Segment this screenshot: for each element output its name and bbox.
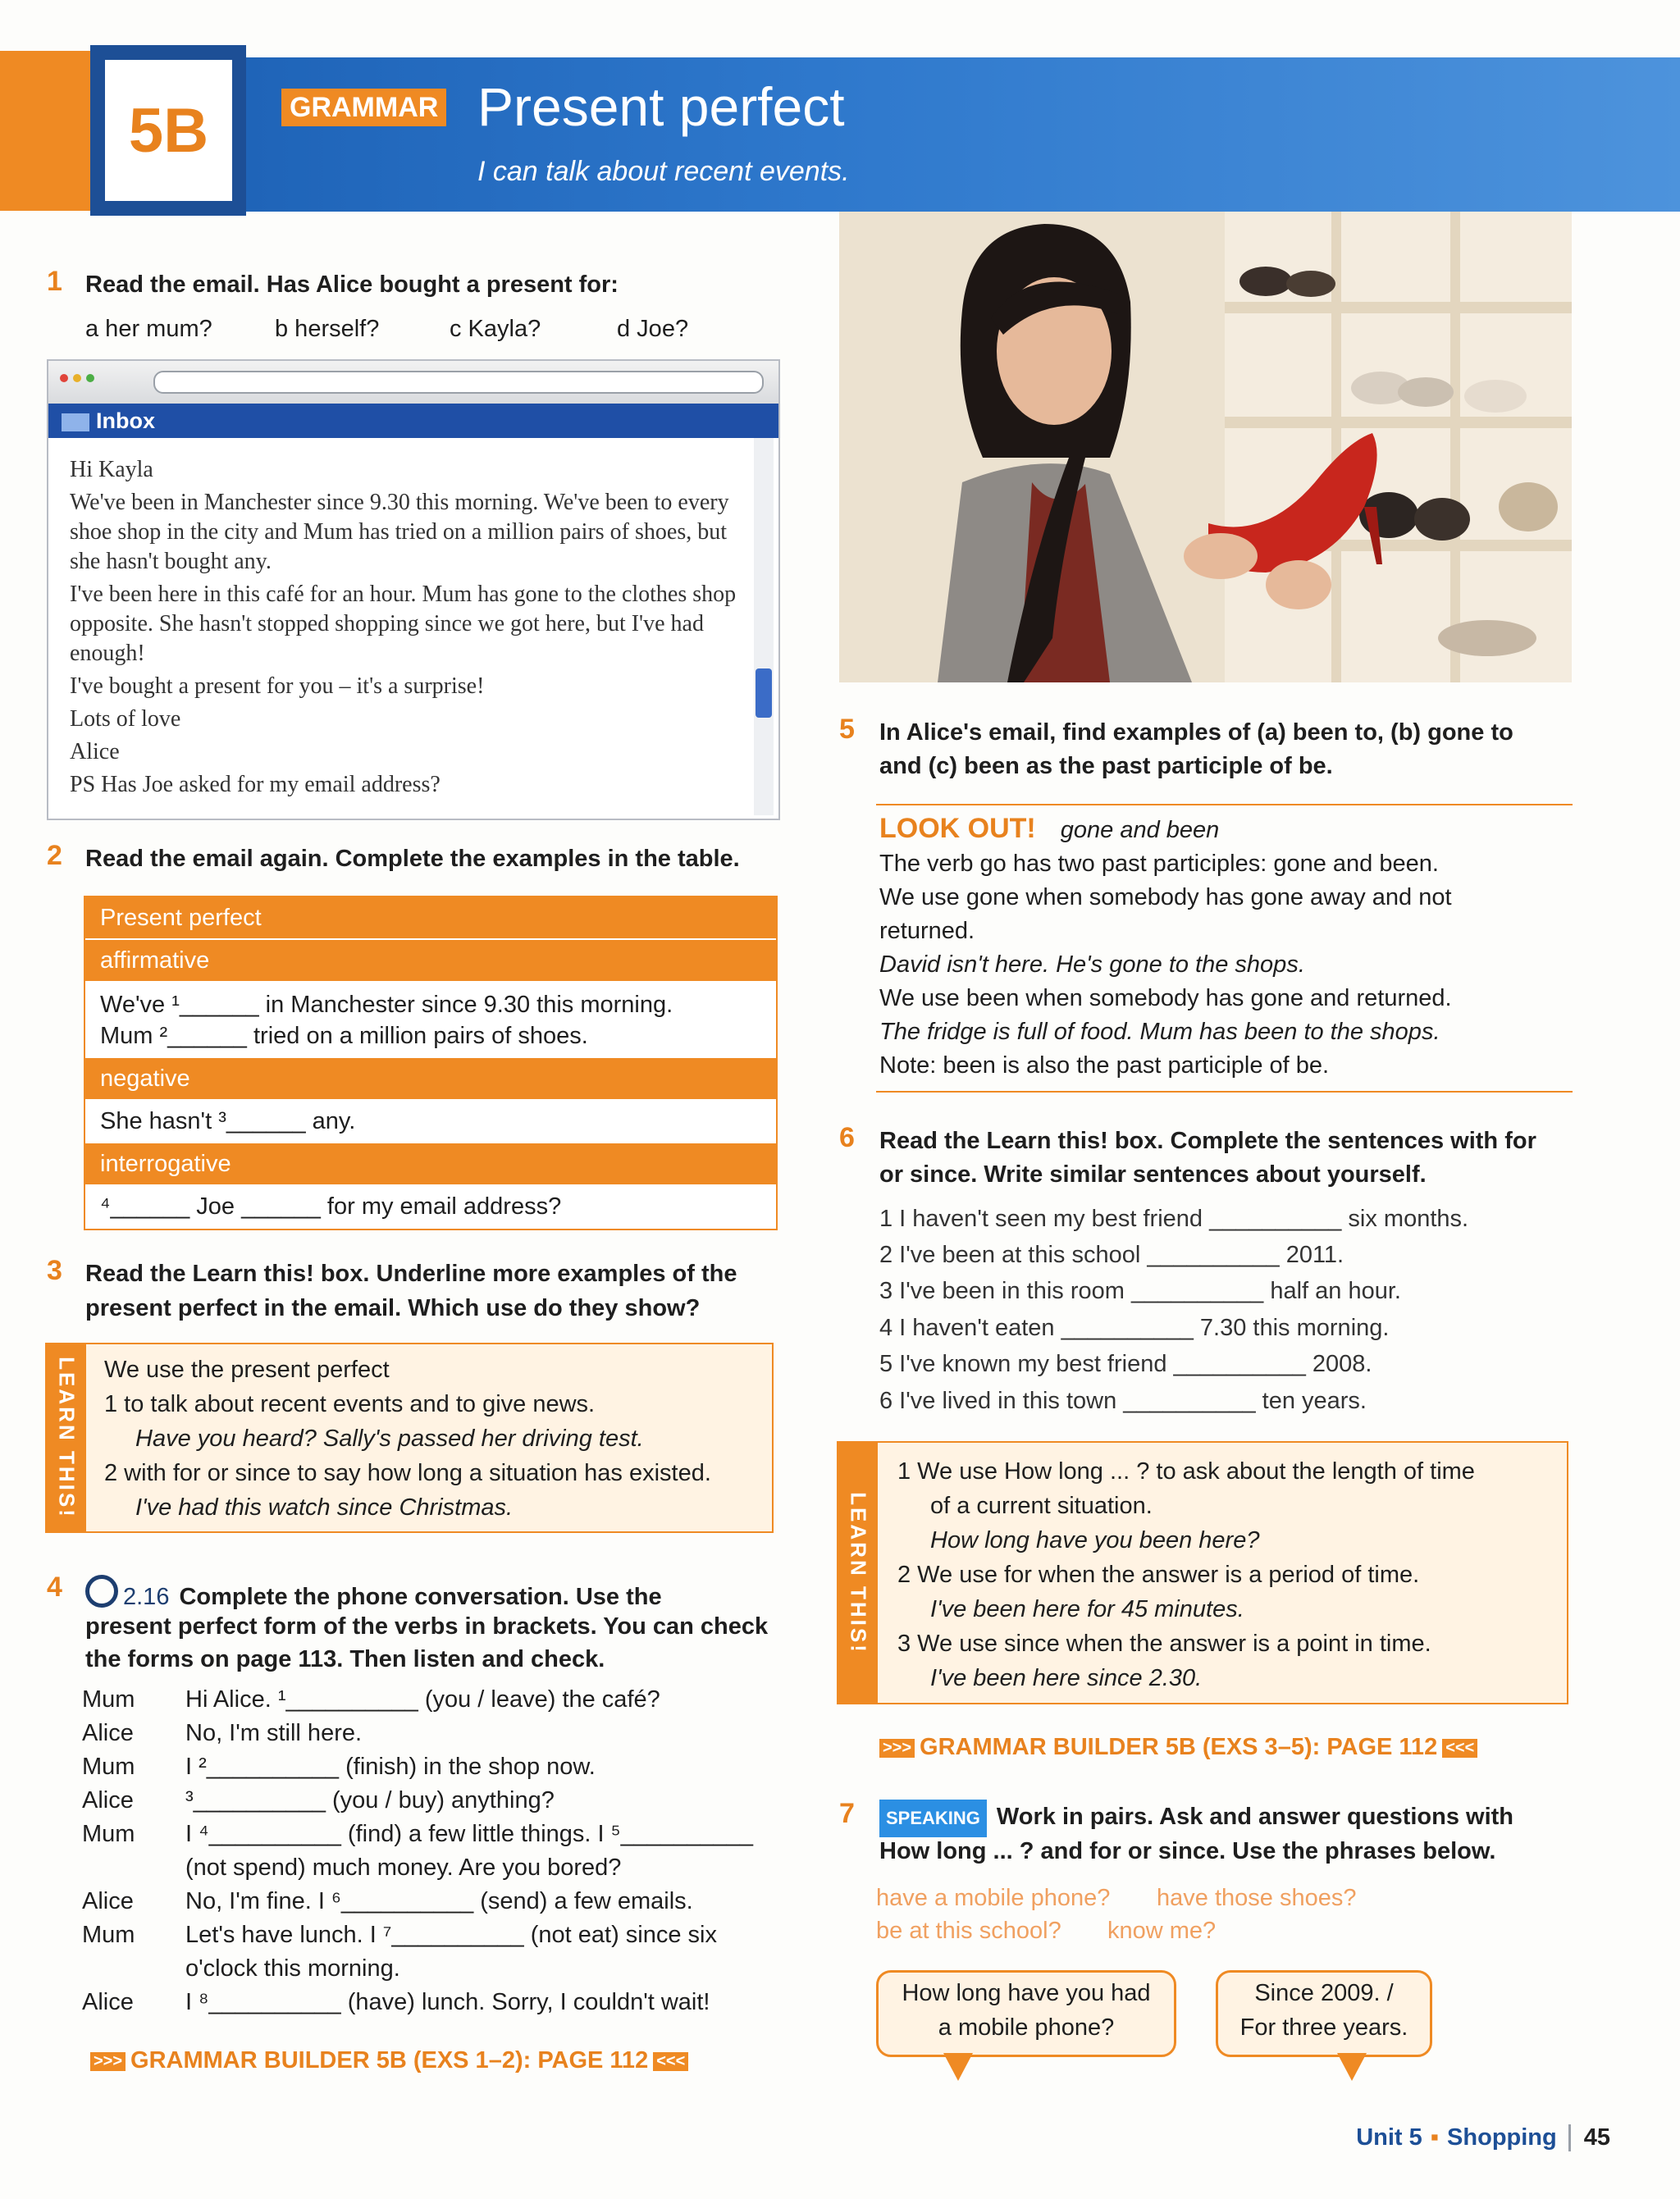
learn2-example-1: How long have you been here? (930, 1527, 1260, 1553)
minimize-dot-icon[interactable] (73, 374, 81, 382)
ex1-option-a: a her mum? (85, 316, 212, 342)
speaking-tag: SPEAKING (879, 1800, 987, 1837)
window-chrome (48, 361, 778, 404)
learn2-item-1: 1 We use How long ... ? to ask about the length of time (897, 1458, 1475, 1485)
ex6-item: 2 I've been at this school __________ 2011. (879, 1242, 1344, 1268)
learn1-example-2: I've had this watch since Christmas. (135, 1494, 514, 1521)
speech-bubble-question (876, 1970, 1176, 2057)
conv-line: No, I'm fine. I ⁶__________ (send) a few emails. (185, 1888, 693, 1914)
footer-unit: Unit 5 (1356, 2124, 1422, 2151)
ex6-item: 6 I've lived in this town __________ ten years. (879, 1388, 1367, 1414)
look-out-line: We use gone when somebody has gone away and not (879, 884, 1452, 910)
learn-this-tab-1: LEARN THIS! (47, 1344, 86, 1531)
ex5-line-2: and (c) been as the past participle of be. (879, 753, 1333, 779)
conv-speaker: Alice (82, 1720, 134, 1746)
inbox-label: Inbox (96, 408, 155, 433)
ex6-item: 3 I've been in this room __________ half an hour. (879, 1278, 1401, 1304)
learn2-item-2: 2 We use for when the answer is a period of time. (897, 1562, 1420, 1588)
table-int-row: ⁴______ Joe ______ for my email address? (100, 1193, 562, 1220)
page-number: 45 (1568, 2124, 1610, 2151)
look-out-subtitle: gone and been (1060, 817, 1220, 843)
ex7-phrase: have those shoes? (1157, 1885, 1357, 1911)
ex6-line-1: Read the Learn this! box. Complete the sentences with for (879, 1128, 1536, 1154)
conv-line: o'clock this morning. (185, 1955, 400, 1982)
learn1-item-1: 1 to talk about recent events and to give news. (104, 1391, 596, 1417)
look-out-box (876, 804, 1573, 1093)
shopping-photo (839, 212, 1572, 682)
conv-speaker: Alice (82, 1989, 134, 2015)
ex1-number: 1 (47, 266, 62, 297)
email-scroll-thumb[interactable] (756, 668, 772, 718)
ex6-number: 6 (839, 1122, 855, 1153)
ex1-option-d: d Joe? (617, 316, 689, 342)
table-title: Present perfect (85, 897, 776, 940)
grammar-table (84, 896, 778, 1230)
email-window (47, 359, 780, 820)
footer-separator-icon: ▪ (1430, 2124, 1440, 2151)
page-subtitle: I can talk about recent events. (477, 156, 850, 187)
conv-speaker: Mum (82, 1821, 135, 1847)
woman-with-shoe-illustration (839, 212, 1572, 682)
audio-track[interactable]: 2.16 (123, 1584, 170, 1610)
learn-this-box-1 (45, 1343, 774, 1533)
table-aff-row-2: Mum ²______ tried on a million pairs of shoes. (100, 1023, 588, 1049)
ex4-instruction-1: Complete the phone conversation. Use the (179, 1584, 662, 1610)
conv-line: I ⁸__________ (have) lunch. Sorry, I couldn't wait! (185, 1989, 710, 2015)
email-greeting: Hi Kayla (70, 457, 153, 482)
learn1-example-1: Have you heard? Sally's passed her driving test. (135, 1426, 644, 1452)
learn-this-tab-2: LEARN THIS! (838, 1443, 878, 1703)
ex5-number: 5 (839, 714, 855, 745)
arrow-left-icon: <<< (1442, 1739, 1477, 1758)
ex6-item: 1 I haven't seen my best friend __________ six months. (879, 1206, 1469, 1232)
look-out-example: The fridge is full of food. Mum has been to the shops. (879, 1019, 1440, 1045)
ex7-line-2: How long ... ? and for or since. Use the phrases below. (879, 1838, 1496, 1864)
ex1-instruction: Read the email. Has Alice bought a present for: (85, 271, 619, 298)
conv-speaker: Mum (82, 1686, 135, 1713)
conv-line: (not spend) much money. Are you bored? (185, 1855, 622, 1881)
look-out-example: David isn't here. He's gone to the shops. (879, 951, 1305, 978)
arrow-left-icon: <<< (653, 2052, 688, 2071)
page-footer (1356, 2124, 1610, 2151)
table-aff-row-1: We've ¹______ in Manchester since 9.30 this morning. (100, 992, 673, 1018)
ex7-phrase: have a mobile phone? (876, 1885, 1111, 1911)
look-out-line: returned. (879, 918, 975, 944)
conv-line: I ²__________ (finish) in the shop now. (185, 1754, 596, 1780)
conv-speaker: Mum (82, 1754, 135, 1780)
header-blue-band (246, 57, 1680, 212)
look-out-title: LOOK OUT! (879, 813, 1036, 844)
speech-bubble-tail (943, 2053, 973, 2081)
look-out-line: We use been when somebody has gone and returned. (879, 985, 1452, 1011)
grammar-tag: GRAMMAR (281, 89, 446, 126)
ex6-item: 4 I haven't eaten __________ 7.30 this morning. (879, 1315, 1390, 1341)
learn2-item-1b: of a current situation. (930, 1493, 1153, 1519)
look-out-line: The verb go has two past participles: gone and been. (879, 851, 1439, 877)
ex4-instruction-2: present perfect form of the verbs in brackets. You can check (85, 1613, 769, 1640)
conv-line: I ⁴__________ (find) a few little things. I ⁵__________ (185, 1821, 753, 1847)
page-title: Present perfect (477, 76, 845, 137)
ex4-instruction-3: the forms on page 113. Then listen and check. (85, 1646, 605, 1672)
ex5-line-1: In Alice's email, find examples of (a) been to, (b) gone to (879, 719, 1513, 746)
conv-speaker: Alice (82, 1787, 134, 1813)
ex7-number: 7 (839, 1798, 855, 1829)
header-orange-band (0, 51, 90, 211)
ex2-number: 2 (47, 840, 62, 871)
ex6-item: 5 I've known my best friend __________ 2008. (879, 1351, 1372, 1377)
conv-line: No, I'm still here. (185, 1720, 363, 1746)
ex6-line-2: or since. Write similar sentences about yourself. (879, 1161, 1427, 1188)
grammar-builder-link-2[interactable]: >>> GRAMMAR BUILDER 5B (EXS 3–5): PAGE 112 <<< (874, 1734, 1482, 1761)
footer-topic: Shopping (1447, 2124, 1557, 2151)
speech-bubble-tail (1337, 2053, 1367, 2081)
learn2-item-3: 3 We use since when the answer is a point in time. (897, 1631, 1431, 1657)
ex4-number: 4 (47, 1572, 62, 1603)
inbox-header[interactable] (48, 404, 778, 438)
ex1-option-b: b herself? (275, 316, 380, 342)
bubble-question-line: a mobile phone? (938, 2014, 1115, 2041)
conv-line: ³__________ (you / buy) anything? (185, 1787, 555, 1813)
arrow-right-icon: >>> (879, 1739, 915, 1758)
conv-line: Let's have lunch. I ⁷__________ (not eat) since six (185, 1922, 717, 1948)
learn1-item-2: 2 with for or since to say how long a situation has existed. (104, 1460, 711, 1486)
email-postscript: PS Has Joe asked for my email address? (70, 772, 441, 797)
conv-speaker: Mum (82, 1922, 135, 1948)
close-dot-icon[interactable] (60, 374, 68, 382)
ex2-instruction: Read the email again. Complete the examples in the table. (85, 846, 740, 872)
learn-this-box-2 (837, 1441, 1568, 1704)
email-signoff: Lots of love (70, 706, 181, 732)
grammar-builder-link-1[interactable]: >>> GRAMMAR BUILDER 5B (EXS 1–2): PAGE 112 <<< (85, 2047, 693, 2074)
table-interrogative-header: interrogative (85, 1143, 776, 1184)
table-affirmative-header: affirmative (85, 940, 776, 981)
ex3-instruction: Read the Learn this! box. Underline more examples of the present perfect in the email. Which use do they show? (85, 1261, 737, 1321)
learn2-example-2: I've been here for 45 minutes. (930, 1596, 1244, 1622)
learn1-intro: We use the present perfect (104, 1357, 390, 1383)
email-paragraph-1: We've been in Manchester since 9.30 this morning. We've been to every shoe shop in the city and Mum has tried on a million pairs of shoes, but she hasn't bought any. (70, 490, 729, 574)
learn2-example-3: I've been here since 2.30. (930, 1665, 1203, 1691)
mail-icon (62, 413, 89, 431)
table-negative-header: negative (85, 1058, 776, 1099)
email-body (70, 455, 742, 803)
bubble-answer-line: Since 2009. / (1254, 1980, 1394, 2006)
email-signature: Alice (70, 739, 120, 764)
email-scrollbar[interactable] (754, 438, 774, 815)
headphones-icon[interactable] (85, 1575, 118, 1608)
ex3-number: 3 (47, 1255, 62, 1286)
bubble-question-line: How long have you had (902, 1980, 1151, 2006)
conv-speaker: Alice (82, 1888, 134, 1914)
bubble-answer-line: For three years. (1239, 2014, 1408, 2041)
speech-bubble-answer (1216, 1970, 1432, 2057)
email-paragraph-2: I've been here in this café for an hour. Mum has gone to the clothes shop opposite. She hasn't stopped shopping since we got here, but I've had enough! (70, 582, 737, 666)
maximize-dot-icon[interactable] (86, 374, 94, 382)
ex7-line-1: Work in pairs. Ask and answer questions with (996, 1804, 1514, 1830)
conv-line: Hi Alice. ¹__________ (you / leave) the café? (185, 1686, 660, 1713)
table-neg-row: She hasn't ³______ any. (100, 1108, 356, 1134)
email-paragraph-3: I've bought a present for you – it's a surprise! (70, 673, 485, 699)
ex1-option-c: c Kayla? (450, 316, 541, 342)
unit-code: 5B (105, 60, 232, 201)
ex7-phrase: be at this school? (876, 1918, 1061, 1944)
arrow-right-icon: >>> (90, 2052, 126, 2071)
look-out-note: Note: been is also the past participle of be. (879, 1052, 1330, 1079)
ex7-phrase: know me? (1107, 1918, 1217, 1944)
address-bar[interactable] (153, 371, 764, 394)
